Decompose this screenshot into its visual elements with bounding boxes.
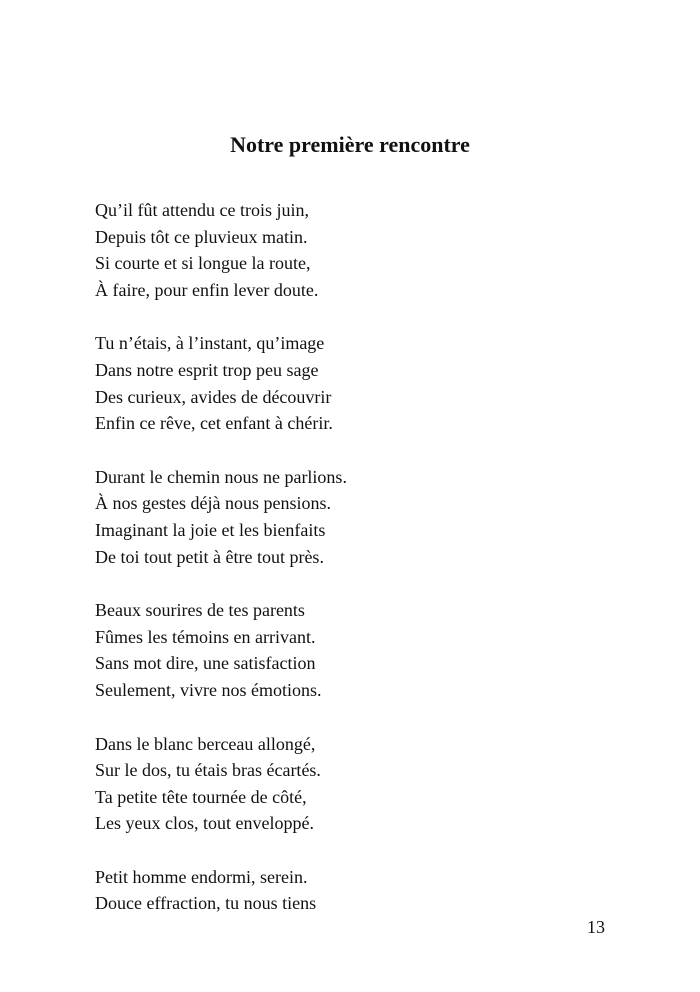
stanza-4 (95, 597, 655, 703)
verse-line: De toi tout petit à être tout près. (95, 546, 324, 567)
verse-line: Tu n’étais, à l’instant, qu’image (95, 333, 325, 354)
verse-line: Sur le dos, tu étais bras écartés. (95, 760, 321, 781)
verse-line: Dans le blanc berceau allongé, (95, 733, 316, 754)
verse-line: Sans mot dire, une satisfaction (95, 653, 316, 674)
stanza-5 (95, 731, 655, 837)
stanza-2 (95, 330, 655, 436)
verse-line: Seulement, vivre nos émotions. (95, 679, 322, 700)
verse-line: Imaginant la joie et les bienfaits (95, 519, 326, 540)
verse-line: À faire, pour enfin lever doute. (95, 279, 319, 300)
verse-line: Durant le chemin nous ne parlions. (95, 466, 347, 487)
verse-line: Depuis tôt ce pluvieux matin. (95, 226, 308, 247)
poem-title: Notre première rencontre (230, 132, 470, 157)
verse-line: Ta petite tête tournée de côté, (95, 786, 307, 807)
verse-line: Des curieux, avides de découvrir (95, 386, 332, 407)
verse-line: Dans notre esprit trop peu sage (95, 359, 319, 380)
stanza-6 (95, 864, 655, 917)
verse-line: Beaux sourires de tes parents (95, 600, 305, 621)
verse-line: Petit homme endormi, serein. (95, 866, 308, 887)
poem-body (95, 197, 655, 944)
verse-line: Si courte et si longue la route, (95, 253, 311, 274)
verse-line: Qu’il fût attendu ce trois juin, (95, 200, 309, 220)
verse-line: À nos gestes déjà nous pensions. (95, 493, 331, 514)
verse-line: Douce effraction, tu nous tiens (95, 893, 317, 914)
verse-line: Enfin ce rêve, cet enfant à chérir. (95, 413, 333, 434)
verse-line: Les yeux clos, tout enveloppé. (95, 813, 314, 834)
verse-line: Fûmes les témoins en arrivant. (95, 626, 316, 647)
page-number: 13 (587, 917, 605, 937)
stanza-1 (95, 197, 655, 303)
stanza-3 (95, 464, 655, 570)
